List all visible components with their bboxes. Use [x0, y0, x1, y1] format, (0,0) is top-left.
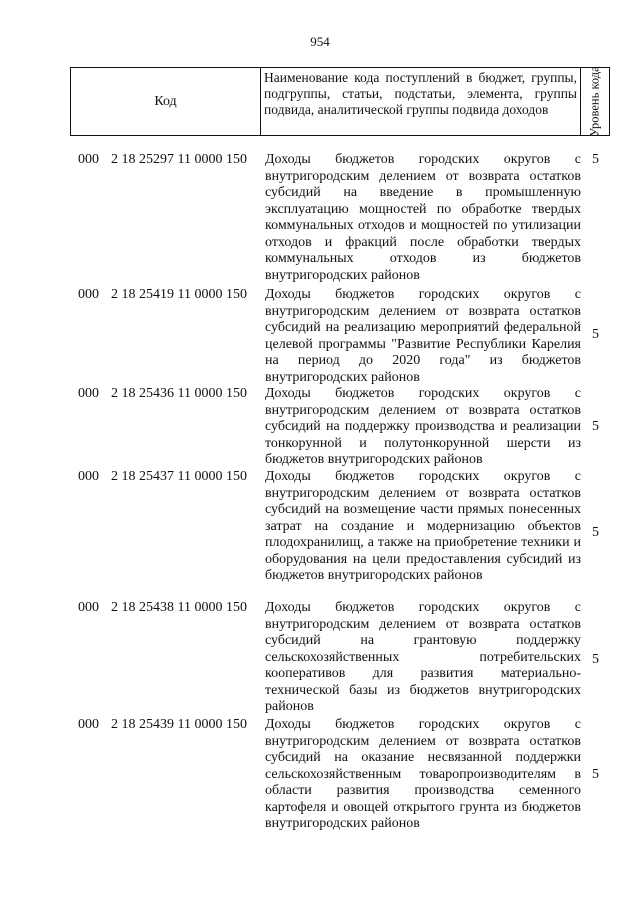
- row-prefix: 000: [78, 600, 99, 615]
- row-prefix: 000: [78, 717, 99, 732]
- header-level: [581, 68, 610, 135]
- row-code: 2 18 25439 11 0000 150: [111, 717, 247, 732]
- row-code: 2 18 25436 11 0000 150: [111, 386, 247, 401]
- row-name: Доходы бюджетов городских округов с внутригородским делением от возврата остатков субсидий на реализацию мероприятий федеральной целевой программы "Развитие Республики Карелия на период до 2020 года" из бюджетов внутригородских районов: [265, 287, 581, 385]
- row-prefix: 000: [78, 469, 99, 484]
- row-level: 5: [592, 152, 599, 167]
- row-level: 5: [592, 652, 599, 667]
- row-level: 5: [592, 327, 599, 342]
- row-name: Доходы бюджетов городских округов с внутригородским делением от возврата остатков субсидий на введение в промышленную эксплуатацию мощностей по обработке твердых коммунальных отходов и мощностей по утилизации отходов и фракций после обработки твердых коммунальных отходов из бюджетов внутригородских районов: [265, 152, 581, 283]
- header-code: Код: [71, 68, 261, 135]
- row-code: 2 18 25438 11 0000 150: [111, 600, 247, 615]
- row-name: Доходы бюджетов городских округов с внутригородским делением от возврата остатков субсидий на возмещение части прямых понесенных затрат на создание и модернизацию объектов плодохранилищ, а также на приобретение техники и оборудования на цели предоставления субсидий из бюджетов внутригородских районов: [265, 469, 581, 583]
- row-level: 5: [592, 419, 599, 434]
- table-header: [70, 67, 610, 136]
- row-code: 2 18 25297 11 0000 150: [111, 152, 247, 167]
- row-code: 2 18 25419 11 0000 150: [111, 287, 247, 302]
- row-name: Доходы бюджетов городских округов с внутригородским делением от возврата остатков субсидий на поддержку производства и реализации тонкорунной и полутонкорунной шерсти из бюджетов внутригородских районов: [265, 386, 581, 467]
- header-name: Наименование кода поступлений в бюджет, группы, подгруппы, статьи, подстатьи, элемента, группы подвида, аналитической группы подвида доходов: [261, 68, 581, 135]
- row-code: 2 18 25437 11 0000 150: [111, 469, 247, 484]
- row-prefix: 000: [78, 287, 99, 302]
- row-prefix: 000: [78, 152, 99, 167]
- row-name: Доходы бюджетов городских округов с внутригородским делением от возврата остатков субсидий на оказание несвязанной поддержки сельскохозяйственным товаропроизводителям в области развития производства семенного картофеля и овощей открытого грунта из бюджетов внутригородских районов: [265, 717, 581, 831]
- row-level: 5: [592, 767, 599, 782]
- header-level-label: Уровень кода: [588, 66, 603, 137]
- row-name: Доходы бюджетов городских округов с внутригородским делением от возврата остатков субсидий на грантовую поддержку сельскохозяйственных потребительских кооперативов для развития материально-технической базы из бюджетов внутригородских районов: [265, 600, 581, 714]
- row-prefix: 000: [78, 386, 99, 401]
- page-number: 954: [310, 34, 330, 49]
- row-level: 5: [592, 525, 599, 540]
